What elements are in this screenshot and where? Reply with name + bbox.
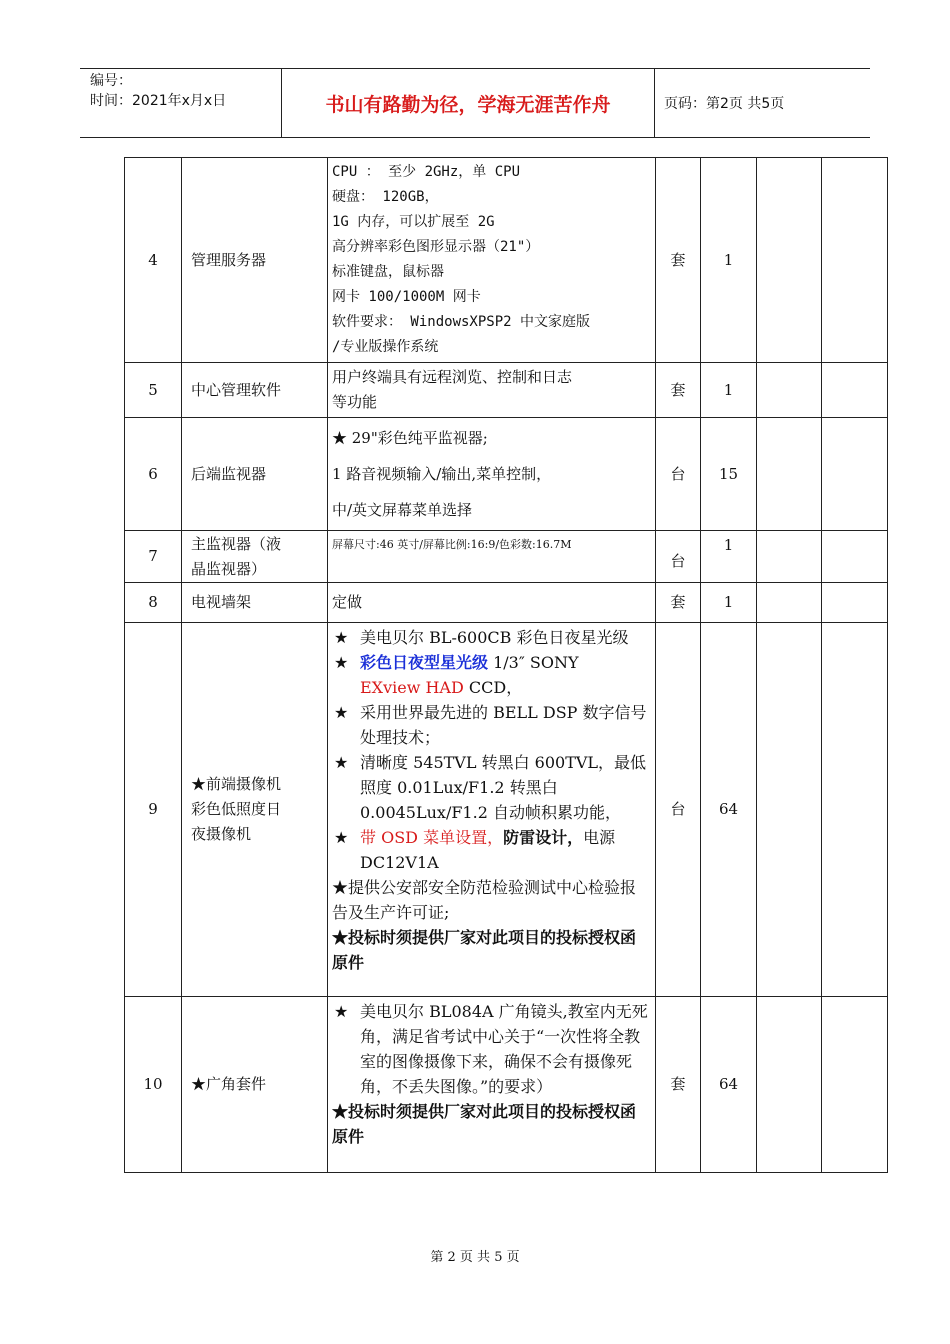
spec-note-bold: ★投标时须提供厂家对此项目的投标授权函原件 (332, 928, 637, 972)
spec-line: ★ 29"彩色纯平监视器; (332, 429, 488, 447)
item-name: 中心管理软件 (182, 363, 328, 418)
item-spec (328, 363, 656, 418)
table-row (125, 583, 894, 623)
name-line: 彩色低照度日 (191, 800, 282, 818)
spec-line: 1 路音视频输入/输出,菜单控制， (332, 465, 552, 483)
document-time: 时间：2021年x月x日 (90, 93, 227, 109)
item-name: 电视墙架 (182, 583, 328, 623)
item-name: ★广角套件 (182, 997, 328, 1173)
list-item: ★ 彩色日夜型星光级 1/3″ SONY EXview HAD CCD， (332, 650, 651, 700)
empty-cell (757, 623, 822, 997)
empty-cell (757, 583, 822, 623)
item-quantity: 64 (701, 623, 757, 997)
spec-note-bold: ★投标时须提供厂家对此项目的投标授权函原件 (332, 1102, 637, 1146)
item-name: 管理服务器 (182, 158, 328, 363)
name-line: 主监视器（液 (191, 534, 282, 553)
header-motto: 书山有路勤为径，学海无涯苦作舟 (282, 69, 655, 137)
spec-line: 软件要求： WindowsXPSP2 中文家庭版 (332, 314, 591, 330)
empty-cell (757, 363, 822, 418)
empty-cell (757, 418, 822, 531)
table-row (125, 531, 894, 583)
star-icon: ★ (334, 653, 349, 672)
name-line: ★前端摄像机 (191, 775, 282, 793)
item-unit: 台 (656, 531, 701, 583)
equipment-spec-table (124, 157, 894, 1173)
list-item: ★ 美电贝尔 BL084A 广角镜头,教室内无死角，满足省考试中心关于“一次性将全教室的图像摄像下来，确保不会有摄像死角，不丢失图像。”的要求） (332, 999, 651, 1099)
page-header (80, 68, 870, 138)
item-spec (328, 158, 656, 363)
star-icon: ★ (334, 703, 349, 722)
row-number: 5 (125, 363, 182, 418)
item-spec (328, 583, 656, 623)
list-item: ★ 采用世界最先进的 BELL DSP 数字信号处理技术； (332, 700, 651, 750)
empty-cell (822, 158, 888, 363)
spec-line: 标准键盘，鼠标器 (332, 264, 444, 280)
row-number: 9 (125, 623, 182, 997)
spec-line: 高分辨率彩色图形显示器（21"） (332, 239, 540, 255)
item-unit: 套 (656, 158, 701, 363)
empty-cell (822, 418, 888, 531)
spec-line: 屏幕尺寸:46 英寸/屏幕比例:16:9/色彩数:16.7M (332, 538, 572, 551)
row-number: 8 (125, 583, 182, 623)
item-spec (328, 623, 656, 997)
name-line: 夜摄像机 (191, 825, 252, 843)
spec-line: 硬盘： 120GB， (332, 189, 439, 205)
list-item: ★ 美电贝尔 BL-600CB 彩色日夜星光级 (332, 625, 651, 650)
empty-cell (822, 363, 888, 418)
table-row (125, 418, 894, 531)
spec-bullet-list (332, 625, 651, 875)
item-quantity: 1 (701, 363, 757, 418)
empty-cell (822, 531, 888, 583)
empty-cell (822, 623, 888, 997)
spec-line: 用户终端具有远程浏览、控制和日志 (332, 368, 573, 386)
spec-note: ★提供公安部安全防范检验测试中心检验报告及生产许可证; (332, 878, 637, 922)
item-unit: 台 (656, 623, 701, 997)
item-name (182, 531, 328, 583)
table-row (125, 363, 894, 418)
list-item: ★ 带 OSD 菜单设置，防雷设计，电源 DC12V1A (332, 825, 651, 875)
star-icon: ★ (334, 828, 349, 847)
item-spec (328, 997, 656, 1173)
empty-cell (822, 997, 888, 1173)
spec-line: CPU ： 至少 2GHz，单 CPU (332, 164, 521, 180)
list-item: ★ 清晰度 545TVL 转黑白 600TVL，最低照度 0.01Lux/F1.2 转黑白 0.0045Lux/F1.2 自动帧积累功能， (332, 750, 651, 825)
row-number: 4 (125, 158, 182, 363)
item-quantity: 1 (701, 583, 757, 623)
spec-line: /专业版操作系统 (332, 339, 439, 355)
document-number: 编号： (90, 73, 132, 89)
item-unit: 套 (656, 363, 701, 418)
item-quantity: 15 (701, 418, 757, 531)
item-name: 后端监视器 (182, 418, 328, 531)
spec-line: 网卡 100/1000M 网卡 (332, 289, 481, 305)
page-footer: 第 2 页 共 5 页 (430, 1250, 520, 1265)
spec-line: 1G 内存，可以扩展至 2G (332, 214, 495, 230)
header-meta (80, 69, 282, 137)
spec-line: 中/英文屏幕菜单选择 (332, 501, 473, 519)
item-unit: 台 (656, 418, 701, 531)
table-row (125, 623, 894, 997)
item-quantity: 1 (701, 158, 757, 363)
table-row (125, 158, 894, 363)
empty-cell (757, 158, 822, 363)
empty-cell (757, 531, 822, 583)
empty-cell (757, 997, 822, 1173)
row-number: 7 (125, 531, 182, 583)
item-spec (328, 531, 656, 583)
row-number: 6 (125, 418, 182, 531)
item-unit: 套 (656, 583, 701, 623)
item-unit: 套 (656, 997, 701, 1173)
item-quantity: 1 (701, 531, 757, 583)
header-page-number: 页码：第2页 共5页 (664, 96, 785, 112)
item-quantity: 64 (701, 997, 757, 1173)
item-spec (328, 418, 656, 531)
item-name (182, 623, 328, 997)
spec-line: 定做 (332, 593, 363, 611)
spec-line: 等功能 (332, 393, 378, 411)
name-line: 晶监视器） (191, 559, 267, 578)
empty-cell (822, 583, 888, 623)
star-icon: ★ (334, 628, 349, 647)
spec-bullet-list (332, 999, 651, 1099)
star-icon: ★ (334, 1002, 349, 1021)
table-row (125, 997, 894, 1173)
star-icon: ★ (334, 753, 349, 772)
row-number: 10 (125, 997, 182, 1173)
